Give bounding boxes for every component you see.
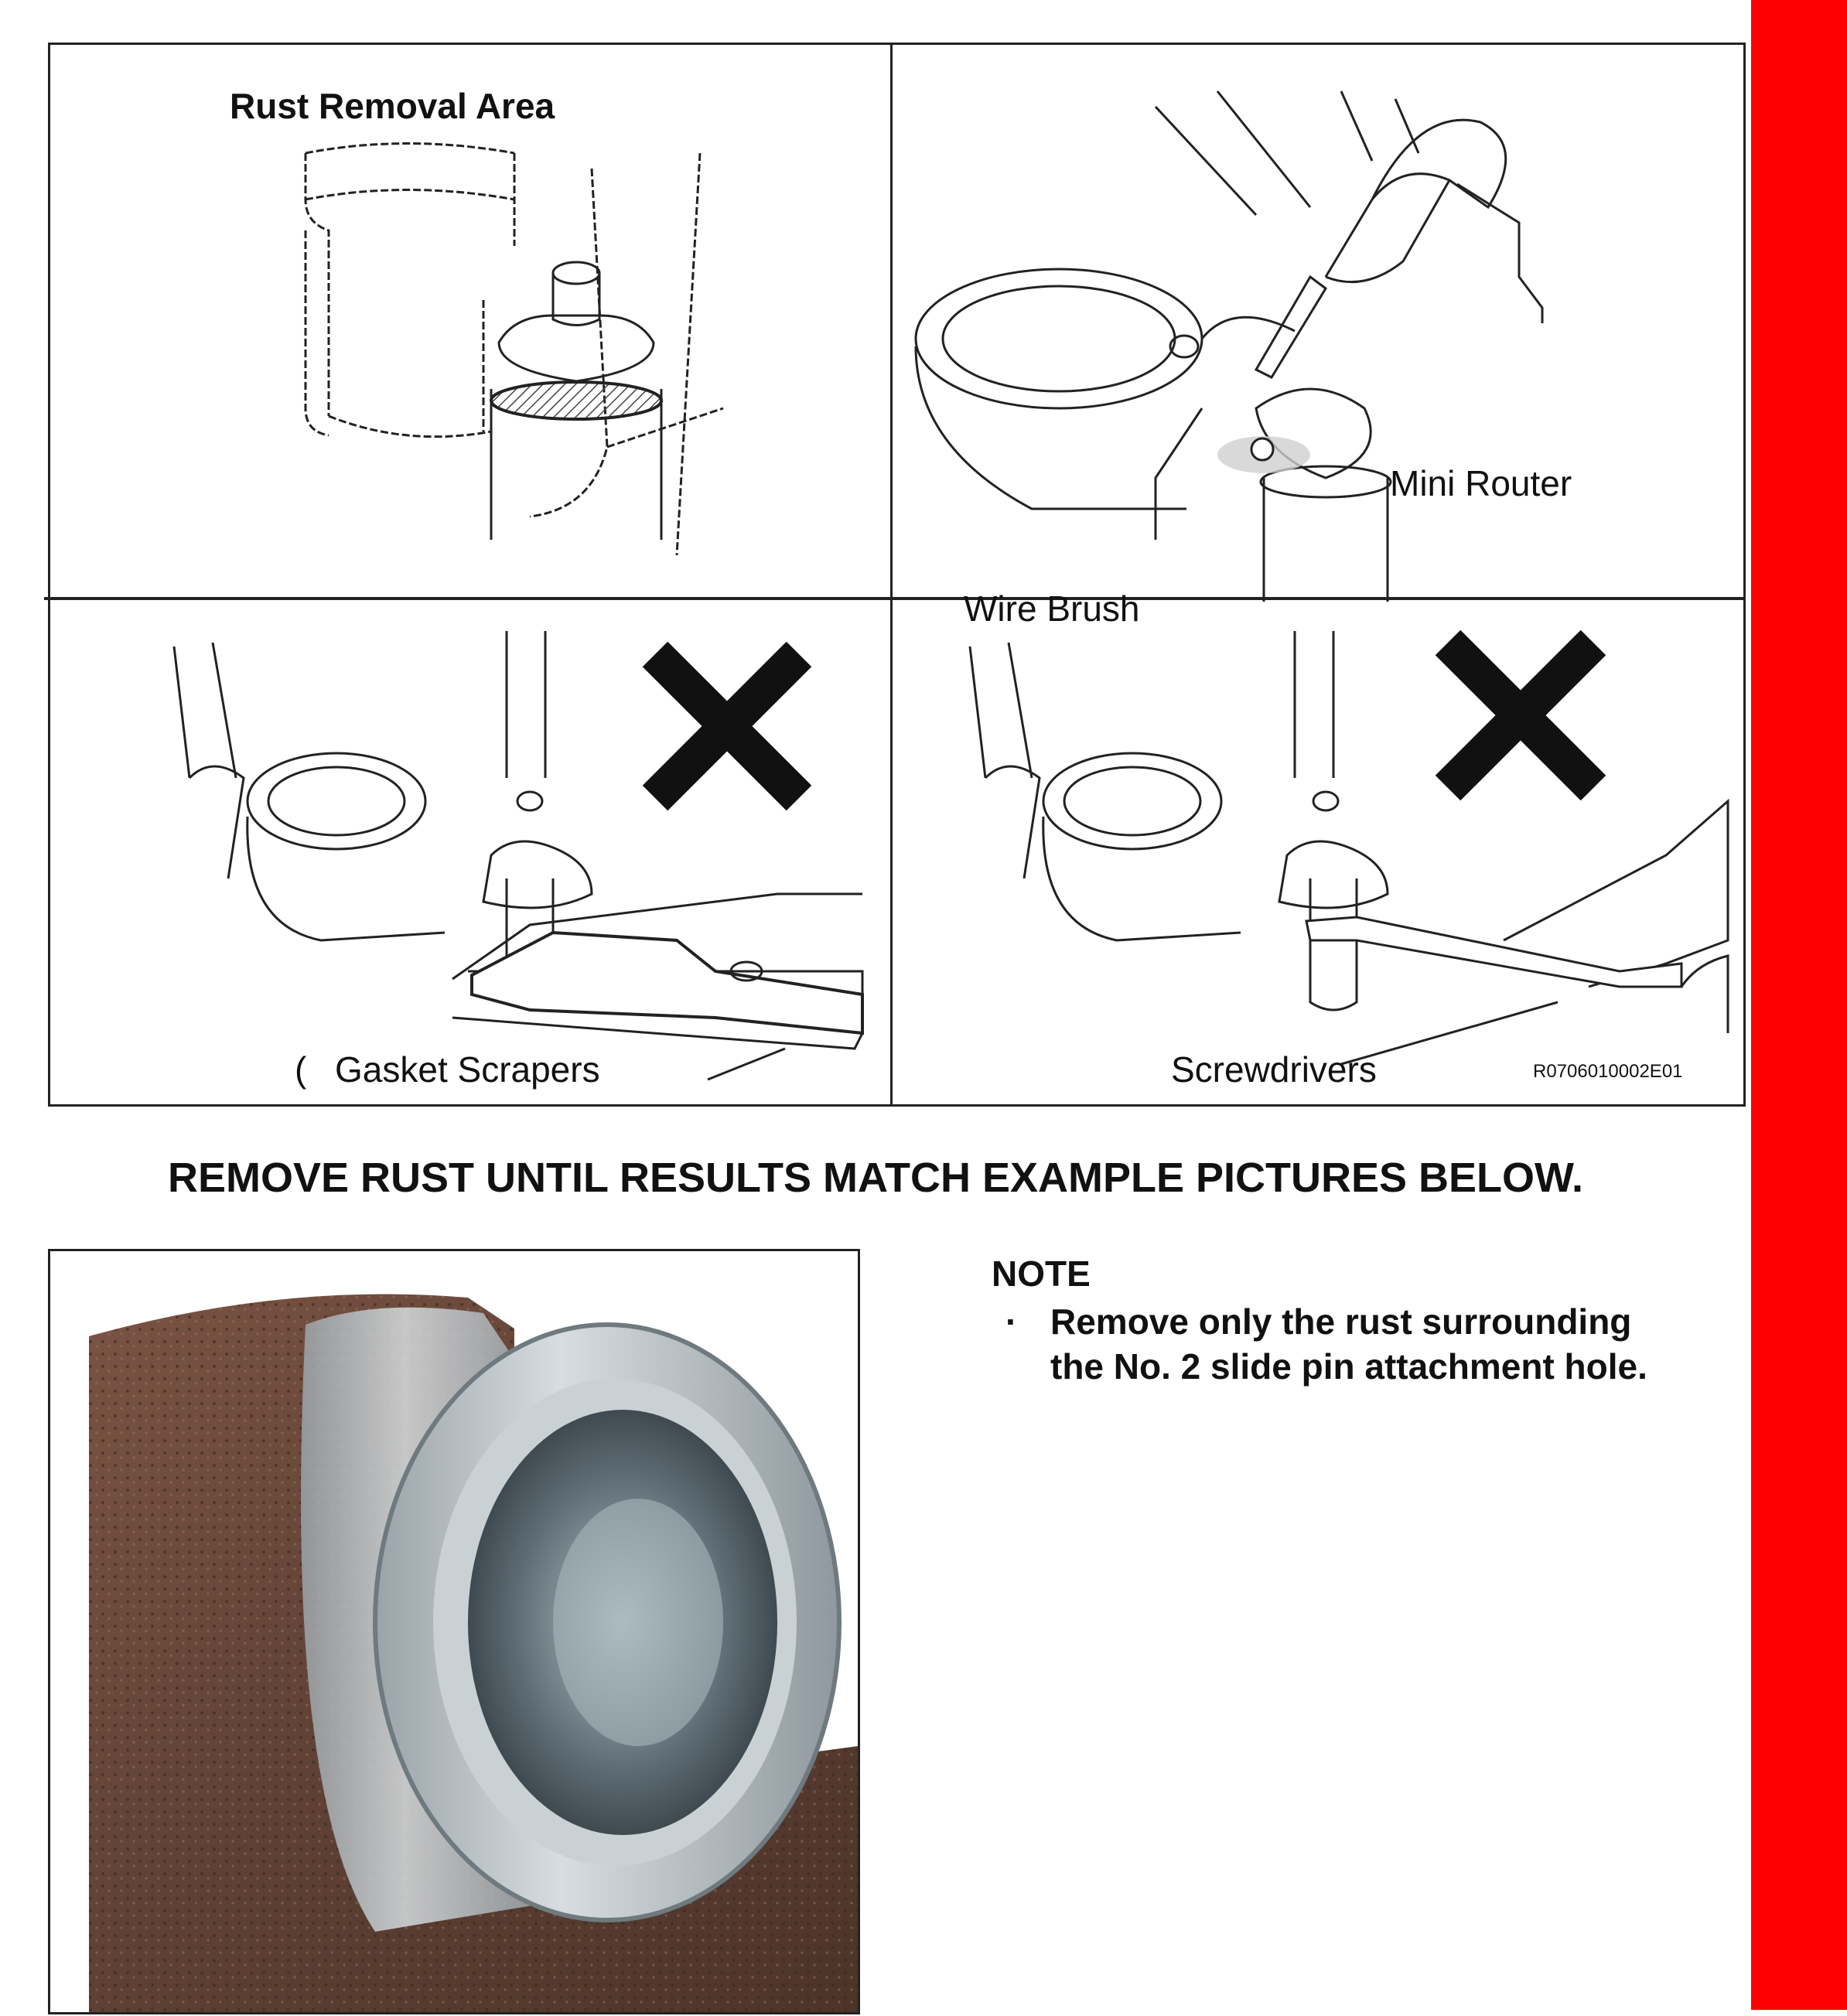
bullet-icon: · xyxy=(1005,1301,1018,1342)
caliper-illustration xyxy=(50,45,890,597)
note-item-text: Remove only the rust surrounding the No. 2 slide pin attachment hole. xyxy=(1050,1301,1647,1387)
rust-removal-area-label: Rust Removal Area xyxy=(230,86,555,126)
panel-mini-router xyxy=(893,45,1746,629)
gasket-scrapers-stray-char: ( xyxy=(295,1049,307,1090)
panel-screwdrivers xyxy=(893,600,1746,1104)
red-side-bar xyxy=(1751,0,1847,2010)
note-box xyxy=(992,1253,1688,1389)
panel-gasket-scrapers xyxy=(50,600,890,1104)
note-title: NOTE xyxy=(992,1254,1091,1294)
screwdriver-illustration xyxy=(893,600,1746,1104)
mini-router-illustration xyxy=(893,45,1746,597)
illustration-grid xyxy=(48,43,1746,1107)
panel-rust-removal-area xyxy=(50,45,890,597)
note-item xyxy=(992,1299,1688,1389)
gasket-scrapers-label: Gasket Scrapers xyxy=(335,1049,600,1090)
instruction-headline: REMOVE RUST UNTIL RESULTS MATCH EXAMPLE PICTURES BELOW. xyxy=(167,1155,1584,1201)
example-photo xyxy=(48,1249,860,2014)
screwdrivers-label: Screwdrivers xyxy=(1171,1049,1377,1090)
wire-brush-label: Wire Brush xyxy=(964,588,1140,629)
cleaned-pin-hole-photo xyxy=(50,1251,858,2012)
reference-code: R0706010002E01 xyxy=(1533,1061,1683,1082)
gasket-scraper-illustration xyxy=(50,600,890,1104)
mini-router-label: Mini Router xyxy=(1390,463,1572,503)
